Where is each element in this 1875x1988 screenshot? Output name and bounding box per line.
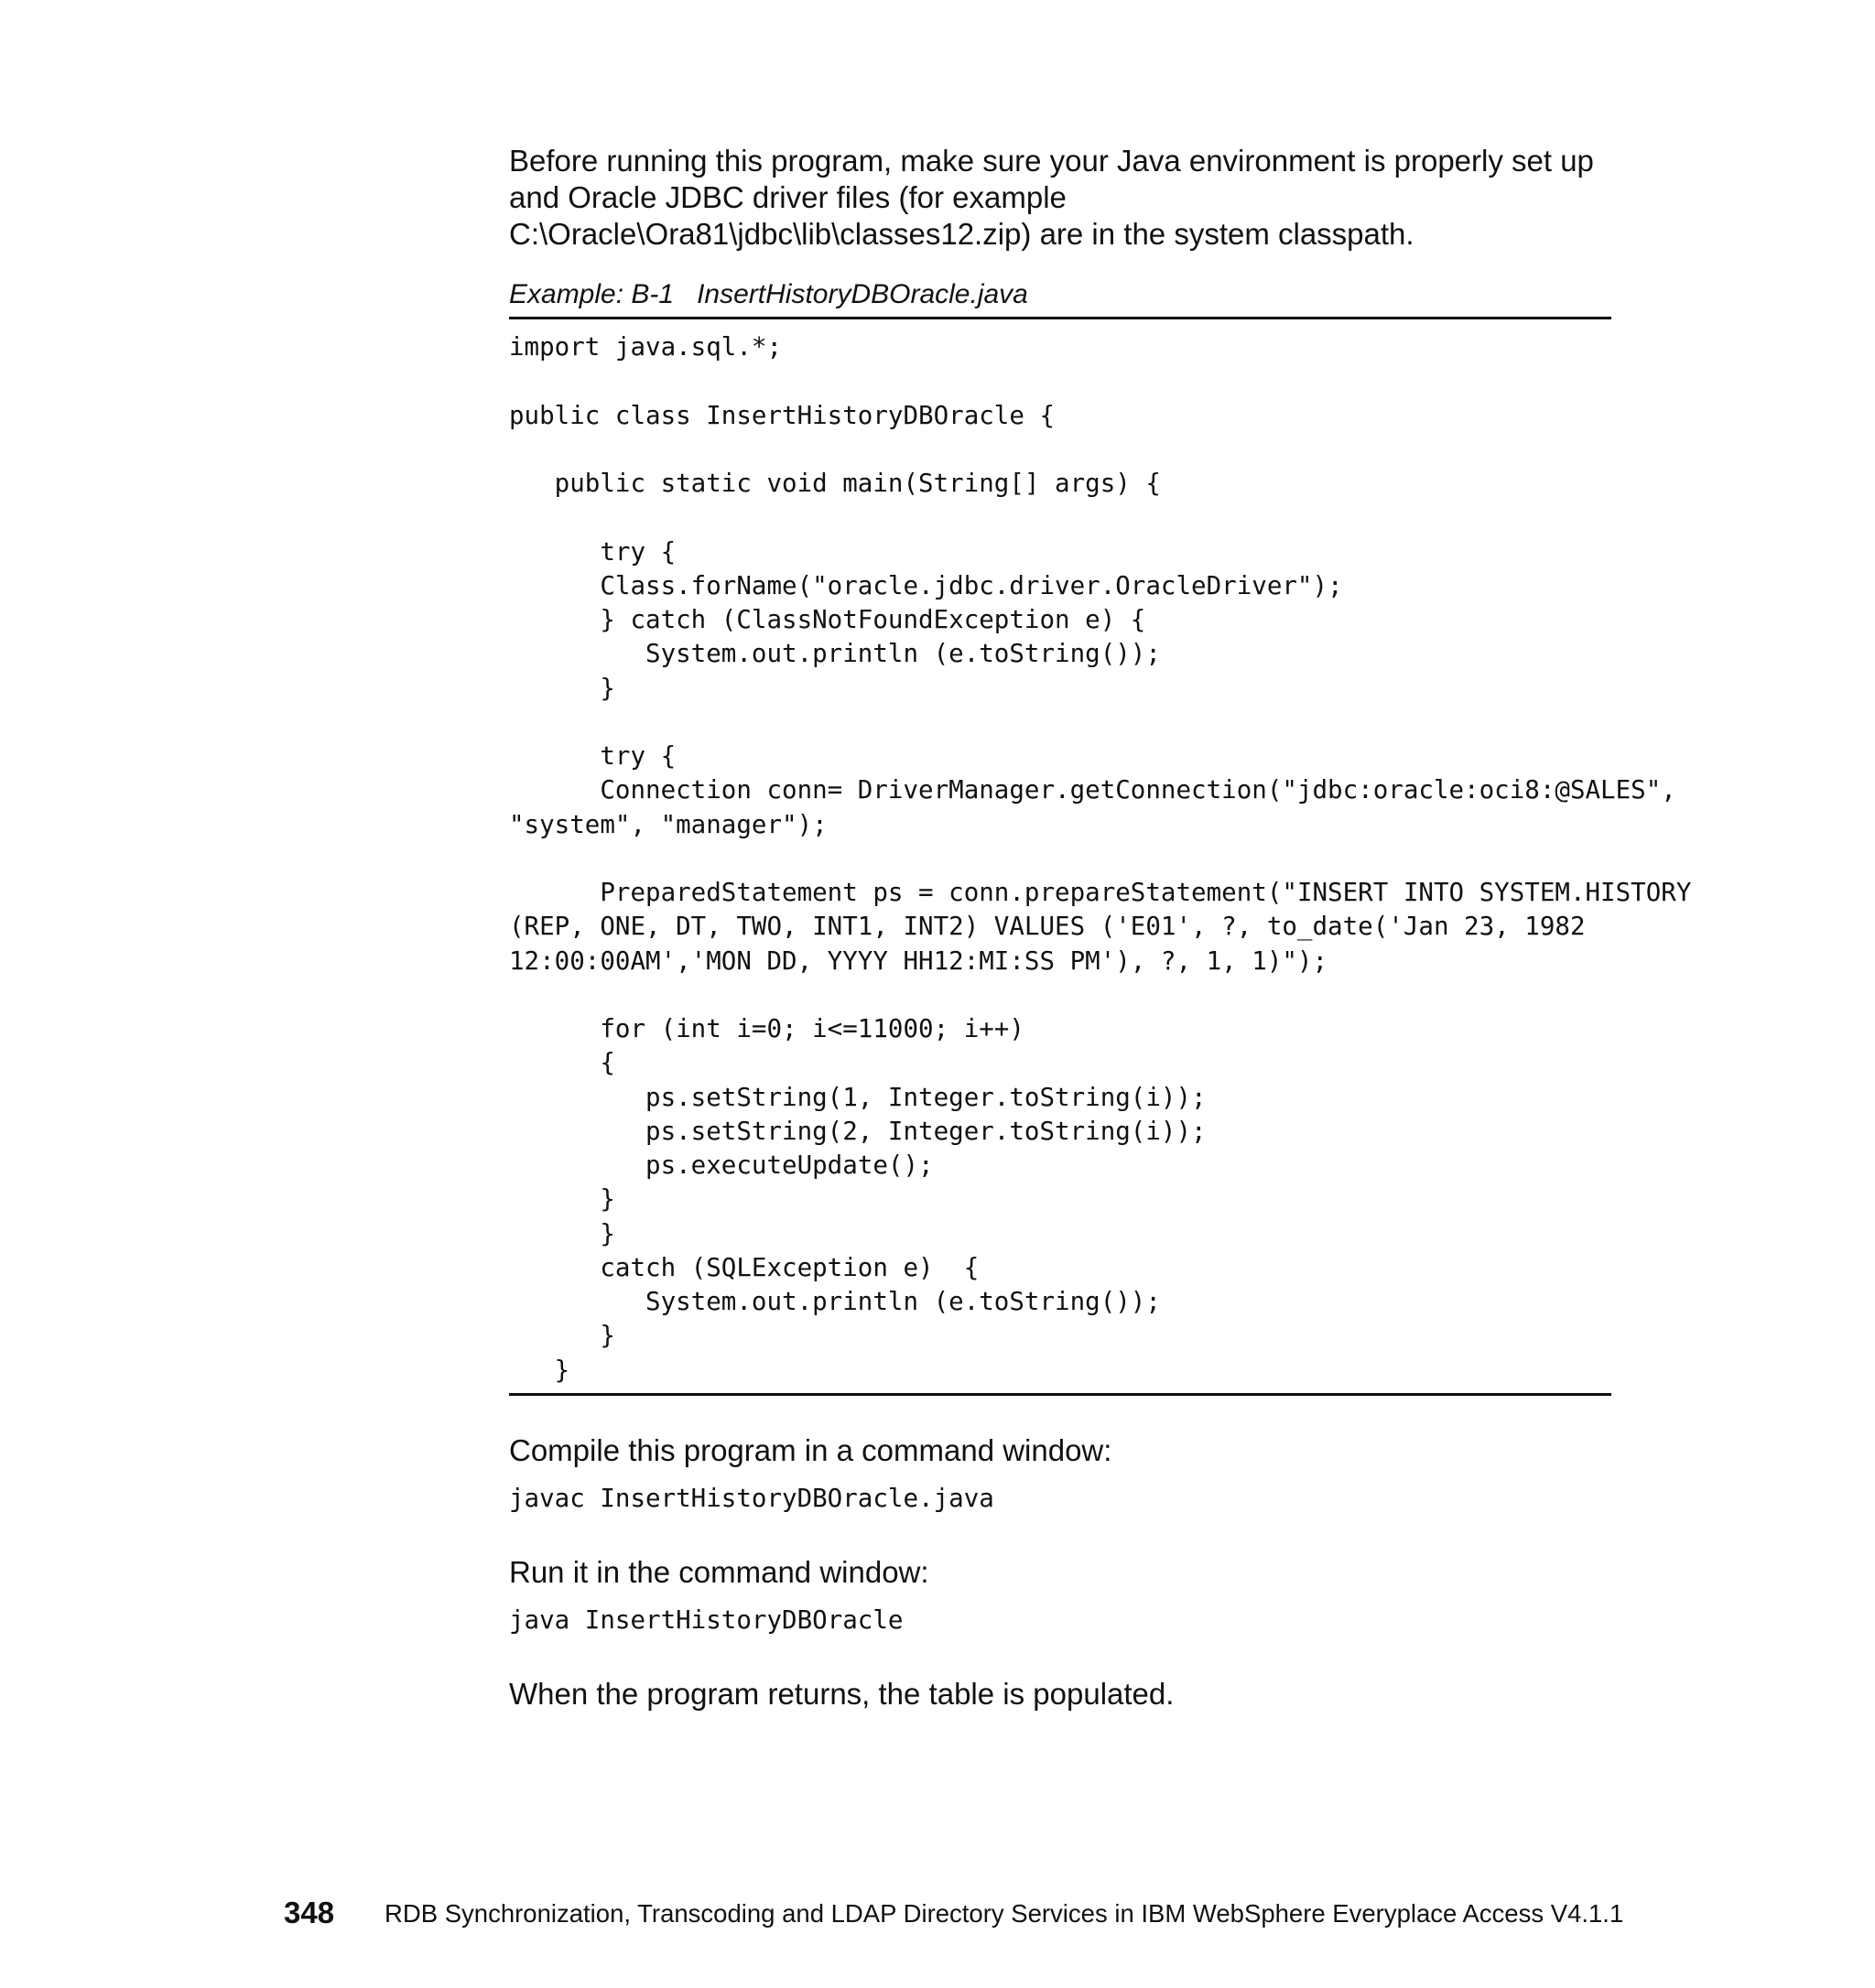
code-listing: import java.sql.*; public class InsertHistoryDBOracle { public static void main(String[] args) { try { Class.forName("oracle.jdbc.driver.OracleDriver"); } catch (ClassNotFoundException e) { System.out.println (e.toString()); } try { Connection conn= DriverManager.getConnection("jdbc:oracle:oci8:@SALES", "system", "manager"); PreparedStatement ps = conn.prepareStatement("INSERT INTO SYSTEM.HISTORY (REP, ONE, DT, TWO, INT1, INT2) VALUES ('E01', ?, to_date('Jan 23, 1982 12:00:00AM','MON DD, YYYY HH12:MI:SS PM'), ?, 1, 1)"); for (int i=0; i<=11000; i++) { ps.setString(1, Integer.toString(i)); ps.setString(2, Integer.toString(i)); ps.executeUpdate(); } } catch (SQLException e) { System.out.println (e.toString()); } } — [509, 332, 1692, 1385]
page-number: 348 — [284, 1896, 335, 1929]
run-command: java InsertHistoryDBOracle — [509, 1604, 904, 1635]
closing-paragraph: When the program returns, the table is populated. — [509, 1676, 1175, 1711]
example-bottom-rule — [509, 1393, 1611, 1396]
running-title: RDB Synchronization, Transcoding and LDAP Directory Services in IBM WebSphere Everyplace Access V4.1.1 — [385, 1899, 1624, 1928]
example-caption: Example: B-1 InsertHistoryDBOracle.java — [509, 279, 1028, 309]
intro-paragraph: Before running this program, make sure your Java environment is properly set up and Oracle JDBC driver files (for example C:\Oracle\Ora81\jdbc\lib\classes12.zip) are in the system classpath. — [509, 144, 1594, 251]
compile-instruction: Compile this program in a command window: — [509, 1432, 1112, 1467]
page-footer — [284, 1893, 1624, 1933]
run-instruction: Run it in the command window: — [509, 1554, 929, 1589]
page-content — [509, 143, 1692, 1712]
compile-command: javac InsertHistoryDBOracle.java — [509, 1483, 994, 1513]
